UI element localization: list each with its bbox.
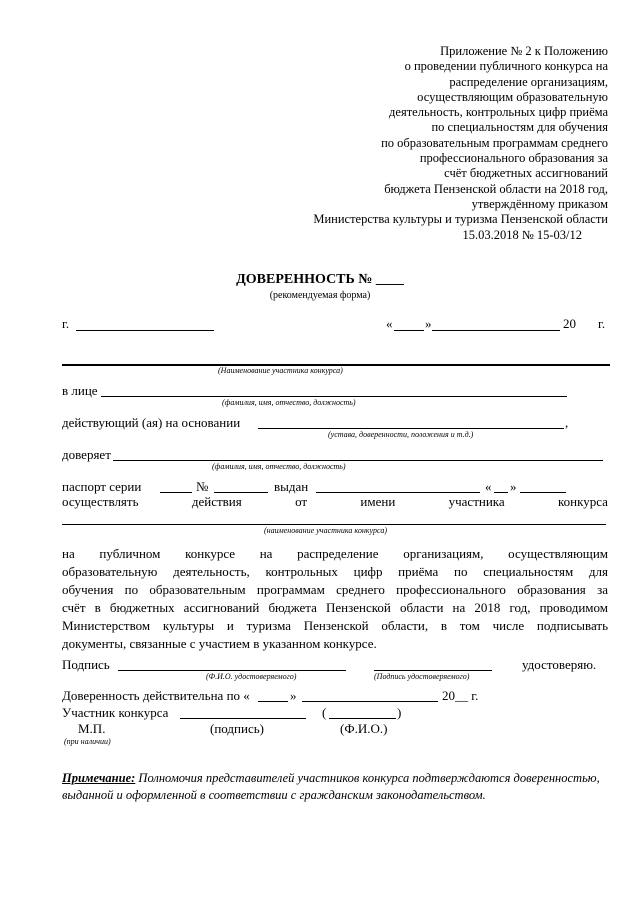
day-field[interactable] <box>394 330 424 331</box>
paren-close: ) <box>397 705 402 720</box>
date-close-quote: » <box>425 316 432 331</box>
paragraph-line: документы, связанные с участием в указанном конкурсе. <box>62 636 377 651</box>
act-word: участника <box>448 494 505 509</box>
passport-issued-field[interactable] <box>316 492 480 493</box>
act-on-behalf-row <box>62 494 608 510</box>
passport-number-label: № <box>196 479 209 494</box>
certify-label: удостоверяю. <box>522 657 597 672</box>
header-line: утверждённому приказом <box>471 196 608 211</box>
note-label: Примечание: <box>62 771 136 785</box>
header-line: распределение организациям, <box>449 74 608 89</box>
paren-open: ( <box>322 705 327 720</box>
seal-caption: (при наличии) <box>64 737 111 746</box>
valid-month-field[interactable] <box>302 701 438 702</box>
participant-fio-field[interactable] <box>329 718 396 719</box>
participant-name-caption: (Наименование участника конкурса) <box>218 366 343 375</box>
passport-number-field[interactable] <box>214 492 268 493</box>
year-label: 20 <box>563 316 576 331</box>
header-line: бюджета Пензенской области на 2018 год, <box>384 181 608 196</box>
passport-series-label: паспорт серии <box>62 479 142 494</box>
document-title: ДОВЕРЕННОСТЬ № ____ <box>236 272 404 287</box>
passport-date-open: « <box>485 479 492 494</box>
paragraph-line: на публичном конкурсе на распределение организациям, осуществляющим <box>62 546 608 561</box>
header-line: о проведении публичного конкурса на <box>404 59 608 74</box>
fio-position-caption: (фамилия, имя, отчество, должность) <box>222 398 356 407</box>
act-word: имени <box>360 494 396 509</box>
header-line: 15.03.2018 № 15-03/12 <box>462 227 582 242</box>
note-block <box>62 770 612 804</box>
passport-date-close: » <box>510 479 517 494</box>
fio-position-caption-2: (фамилия, имя, отчество, должность) <box>212 462 346 471</box>
city-label: г. <box>62 316 70 331</box>
signature-certified-field[interactable] <box>374 670 492 671</box>
header-line: по образовательным программам среднего <box>381 135 608 150</box>
act-word: от <box>295 494 308 509</box>
participant-label: Участник конкурса <box>62 705 169 720</box>
passport-series-field[interactable] <box>160 492 192 493</box>
basis-caption: (устава, доверенности, положения и т.д.) <box>328 430 474 439</box>
act-word: действия <box>191 494 242 509</box>
date-open-quote: « <box>386 316 393 331</box>
header-line: Приложение № 2 к Положению <box>440 44 608 58</box>
valid-year-label: 20__ г. <box>442 688 479 703</box>
paragraph-line: Министерством культуры и туризма Пензенской области, в том числе подписывать <box>62 618 608 633</box>
authority-paragraph <box>62 545 608 653</box>
valid-day-field[interactable] <box>258 701 288 702</box>
month-field[interactable] <box>432 330 560 331</box>
year-suffix: г. <box>598 316 606 331</box>
header-line: по специальностям для обучения <box>431 120 608 135</box>
header-line: деятельность, контрольных цифр приёма <box>389 105 608 120</box>
seal-label: М.П. <box>78 721 106 736</box>
basis-field[interactable] <box>258 428 564 429</box>
representative-field[interactable] <box>101 396 567 397</box>
in-person-label: в лице <box>62 383 98 398</box>
note-text: Полномочия представителей участников конкурса подтверждаются доверенностью, выданной и оформленной в соответствии с гражданским законодательством. <box>62 771 600 802</box>
passport-day-field[interactable] <box>494 492 508 493</box>
valid-until-close: » <box>290 688 297 703</box>
act-word: конкурса <box>558 494 608 509</box>
paragraph-line: обучения по образовательным программам среднего профессионального образования за <box>62 582 608 597</box>
header-line: Министерства культуры и туризма Пензенской области <box>313 212 608 227</box>
participant-name-caption-2: (наименование участника конкурса) <box>264 526 388 535</box>
trustee-field[interactable] <box>113 460 603 461</box>
signature-certified-caption: (Подпись удостоверяемого) <box>374 672 470 681</box>
city-field[interactable] <box>76 330 214 331</box>
document-subtitle: (рекомендуемая форма) <box>269 290 371 301</box>
entrusts-label: доверяет <box>62 447 111 462</box>
header-line: профессионального образования за <box>419 151 608 166</box>
header-block <box>278 44 608 243</box>
fio-certified-caption: (Ф.И.О. удостоверяемого) <box>206 672 297 681</box>
paragraph-line: образовательную деятельность, контрольных цифр приёма по специальностям для <box>62 564 608 579</box>
passport-issued-label: выдан <box>274 479 309 494</box>
passport-month-field[interactable] <box>520 492 566 493</box>
fio-certified-field[interactable] <box>118 670 346 671</box>
sign-caption: (подпись) <box>210 721 264 736</box>
fio-caption: (Ф.И.О.) <box>340 721 388 736</box>
acting-comma: , <box>565 415 569 430</box>
participant-signature-field[interactable] <box>180 718 306 719</box>
acting-label: действующий (ая) на основании <box>62 415 241 430</box>
header-line: счёт бюджетных ассигнований <box>444 166 608 181</box>
valid-until-label: Доверенность действительна по « <box>62 688 250 703</box>
paragraph-line: счёт в бюджетных ассигнований бюджета Пензенской области на 2018 год, проводимом <box>62 600 608 615</box>
signature-label: Подпись <box>62 657 110 672</box>
act-word: осуществлять <box>62 494 139 509</box>
participant-name-field-2[interactable] <box>62 524 606 525</box>
header-line: осуществляющим образовательную <box>417 89 608 104</box>
